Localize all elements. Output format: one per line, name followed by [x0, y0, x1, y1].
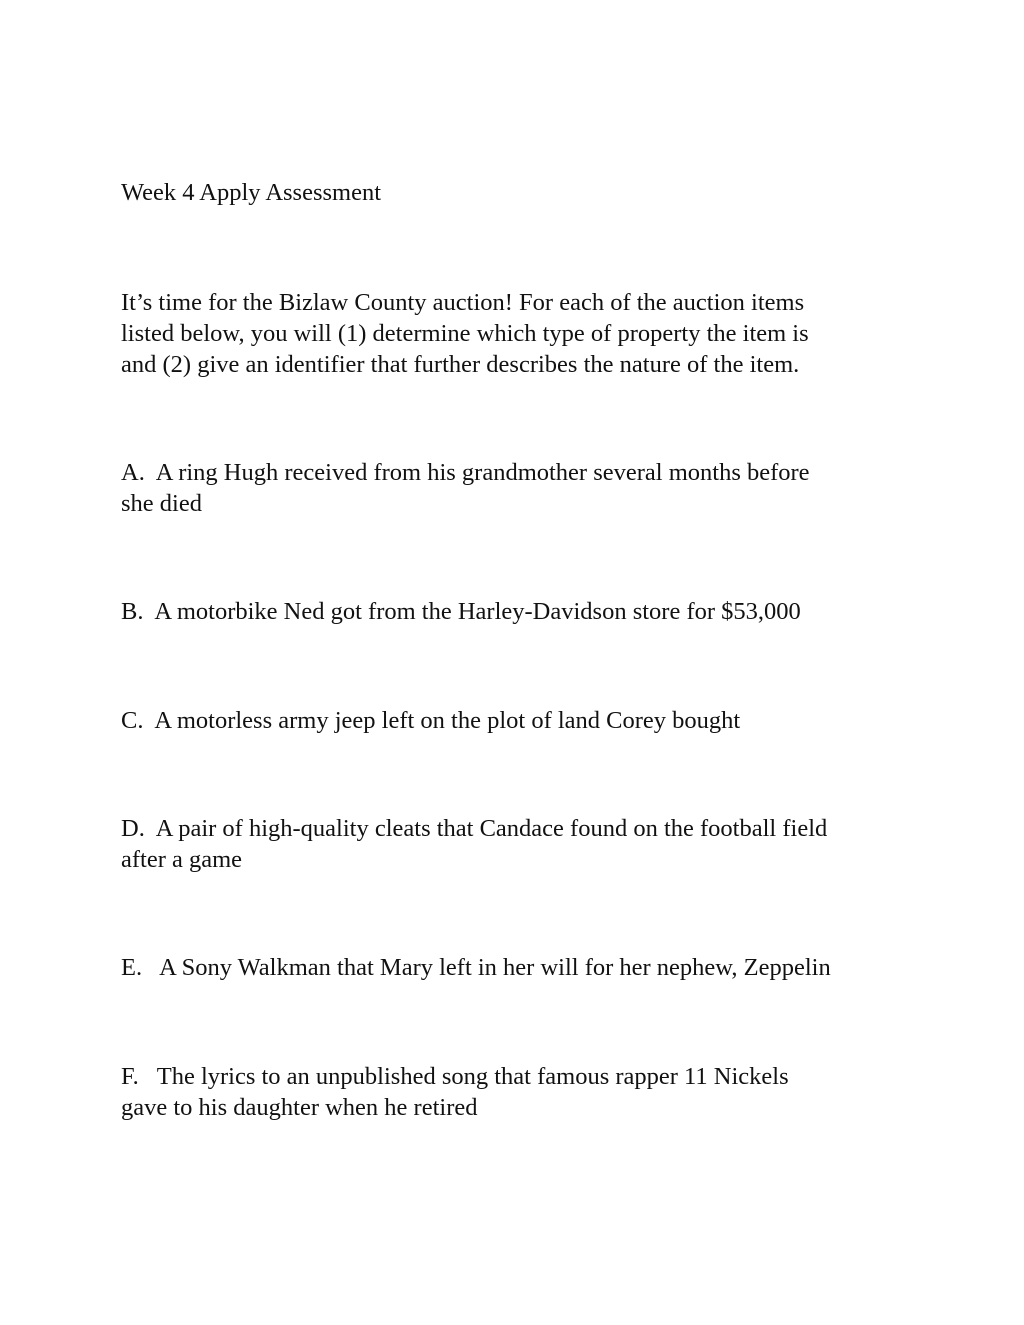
intro-paragraph	[121, 287, 921, 380]
auction-item-a	[121, 457, 921, 519]
item-letter: C.	[121, 707, 144, 734]
item-text: A Sony Walkman that Mary left in her will for her nephew, Zeppelin	[159, 954, 831, 981]
item-letter: F.	[121, 1063, 139, 1090]
item-text: A ring Hugh received from his grandmother several months before	[155, 459, 810, 486]
item-text: gave to his daughter when he retired	[121, 1094, 478, 1121]
intro-line: and (2) give an identifier that further describes the nature of the item.	[121, 351, 800, 378]
intro-line: It’s time for the Bizlaw County auction! For each of the auction items	[121, 289, 805, 316]
item-letter: E.	[121, 954, 143, 981]
auction-item-f	[121, 1061, 921, 1123]
auction-item-c	[121, 705, 921, 736]
item-text: A motorbike Ned got from the Harley-Davidson store for $53,000	[154, 598, 801, 625]
document-title	[121, 177, 921, 208]
item-text: The lyrics to an unpublished song that famous rapper 11 Nickels	[156, 1063, 789, 1090]
auction-item-b	[121, 596, 921, 627]
item-text: A pair of high-quality cleats that Candace found on the football field	[155, 815, 828, 842]
title-text: Week 4 Apply Assessment	[121, 179, 382, 206]
auction-item-d	[121, 813, 921, 875]
auction-item-e	[121, 952, 921, 983]
item-letter: A.	[121, 459, 145, 486]
item-text: she died	[121, 490, 202, 517]
item-text: A motorless army jeep left on the plot of land Corey bought	[154, 707, 741, 734]
item-text: after a game	[121, 846, 243, 873]
item-letter: B.	[121, 598, 144, 625]
item-letter: D.	[121, 815, 145, 842]
intro-line: listed below, you will (1) determine which type of property the item is	[121, 320, 809, 347]
